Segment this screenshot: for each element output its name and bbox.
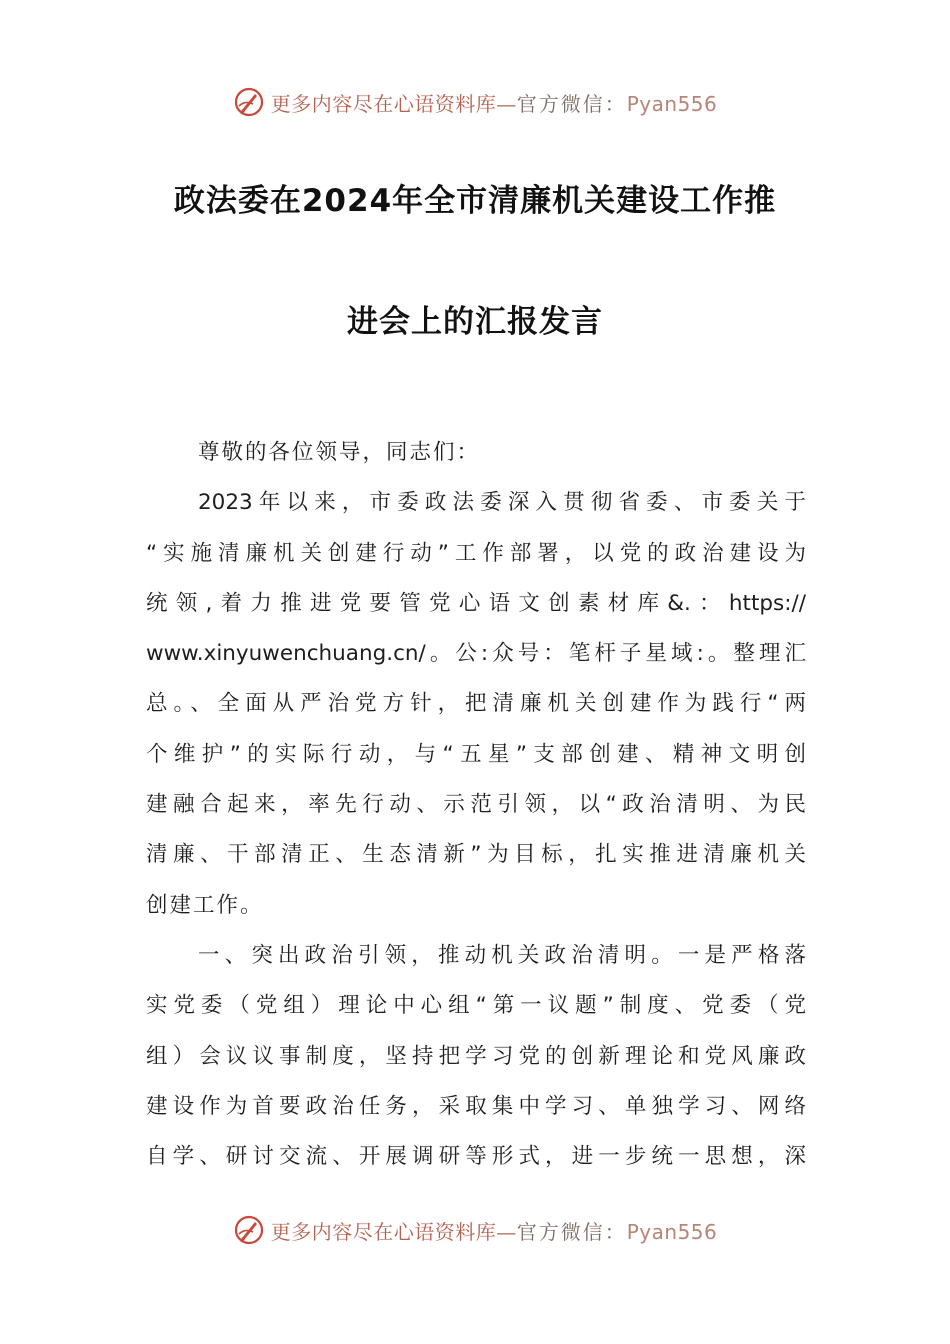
body-line: 总。、全面从严治党方针，把清廉机关创建作为践行“两: [146, 691, 806, 717]
footer-banner-slogan: 更多内容尽在心语资料库: [270, 1219, 497, 1244]
footer-banner-wechat-label: 官方微信：: [516, 1219, 627, 1244]
footer-banner-text: [271, 1216, 718, 1245]
header-banner-wechat-id: Pyan556: [626, 91, 718, 116]
body-line: 建设作为首要政治任务，采取集中学习、单独学习、网络: [146, 1093, 806, 1119]
quill-logo-icon: [233, 1214, 265, 1246]
header-banner-wechat-label: 官方微信：: [516, 91, 627, 116]
footer-banner-wechat-id: Pyan556: [626, 1219, 718, 1244]
body-line: 统领,着力推进党要管党心语文创素材库&.：https://: [146, 590, 806, 616]
body-line: 2023年以来，市委政法委深入贯彻省委、市委关于: [198, 490, 806, 516]
document-title-line-2: 进会上的汇报发言: [347, 304, 603, 340]
header-banner-text: [271, 88, 718, 117]
body-line: 组）会议议事制度，坚持把学习党的创新理论和党风廉政: [146, 1043, 806, 1069]
header-banner: [0, 82, 950, 122]
footer-banner: [0, 1210, 950, 1250]
body-line: “实施清廉机关创建行动”工作部署，以党的政治建设为: [146, 540, 806, 566]
body-line: 个维护”的实际行动，与“五星”支部创建、精神文明创: [146, 741, 806, 767]
quill-logo-icon: [233, 86, 265, 118]
body-line: 建融合起来，率先行动、示范引领，以“政治清明、为民: [146, 792, 806, 818]
header-banner-dash: —: [496, 91, 517, 116]
body-line: www.xinyuwenchuang.cn/。公:众号：笔杆子星域:。整理汇: [146, 641, 806, 667]
document-body: [146, 428, 806, 1182]
footer-banner-dash: —: [496, 1219, 517, 1244]
header-banner-slogan: 更多内容尽在心语资料库: [270, 91, 497, 116]
body-line: 清廉、干部清正、生态清新”为目标，扎实推进清廉机关: [146, 842, 806, 868]
document-title-line-1: 政法委在2024年全市清廉机关建设工作推: [173, 183, 777, 219]
body-line: 一、突出政治引领，推动机关政治清明。一是严格落: [198, 942, 806, 968]
body-line: 实党委（党组）理论中心组“第一议题”制度、党委（党: [146, 993, 806, 1019]
body-line: 自学、研讨交流、开展调研等形式，进一步统一思想，深: [146, 1144, 806, 1170]
salutation-line: 尊敬的各位领导，同志们：: [198, 440, 481, 465]
body-line: 创建工作。: [146, 892, 264, 918]
